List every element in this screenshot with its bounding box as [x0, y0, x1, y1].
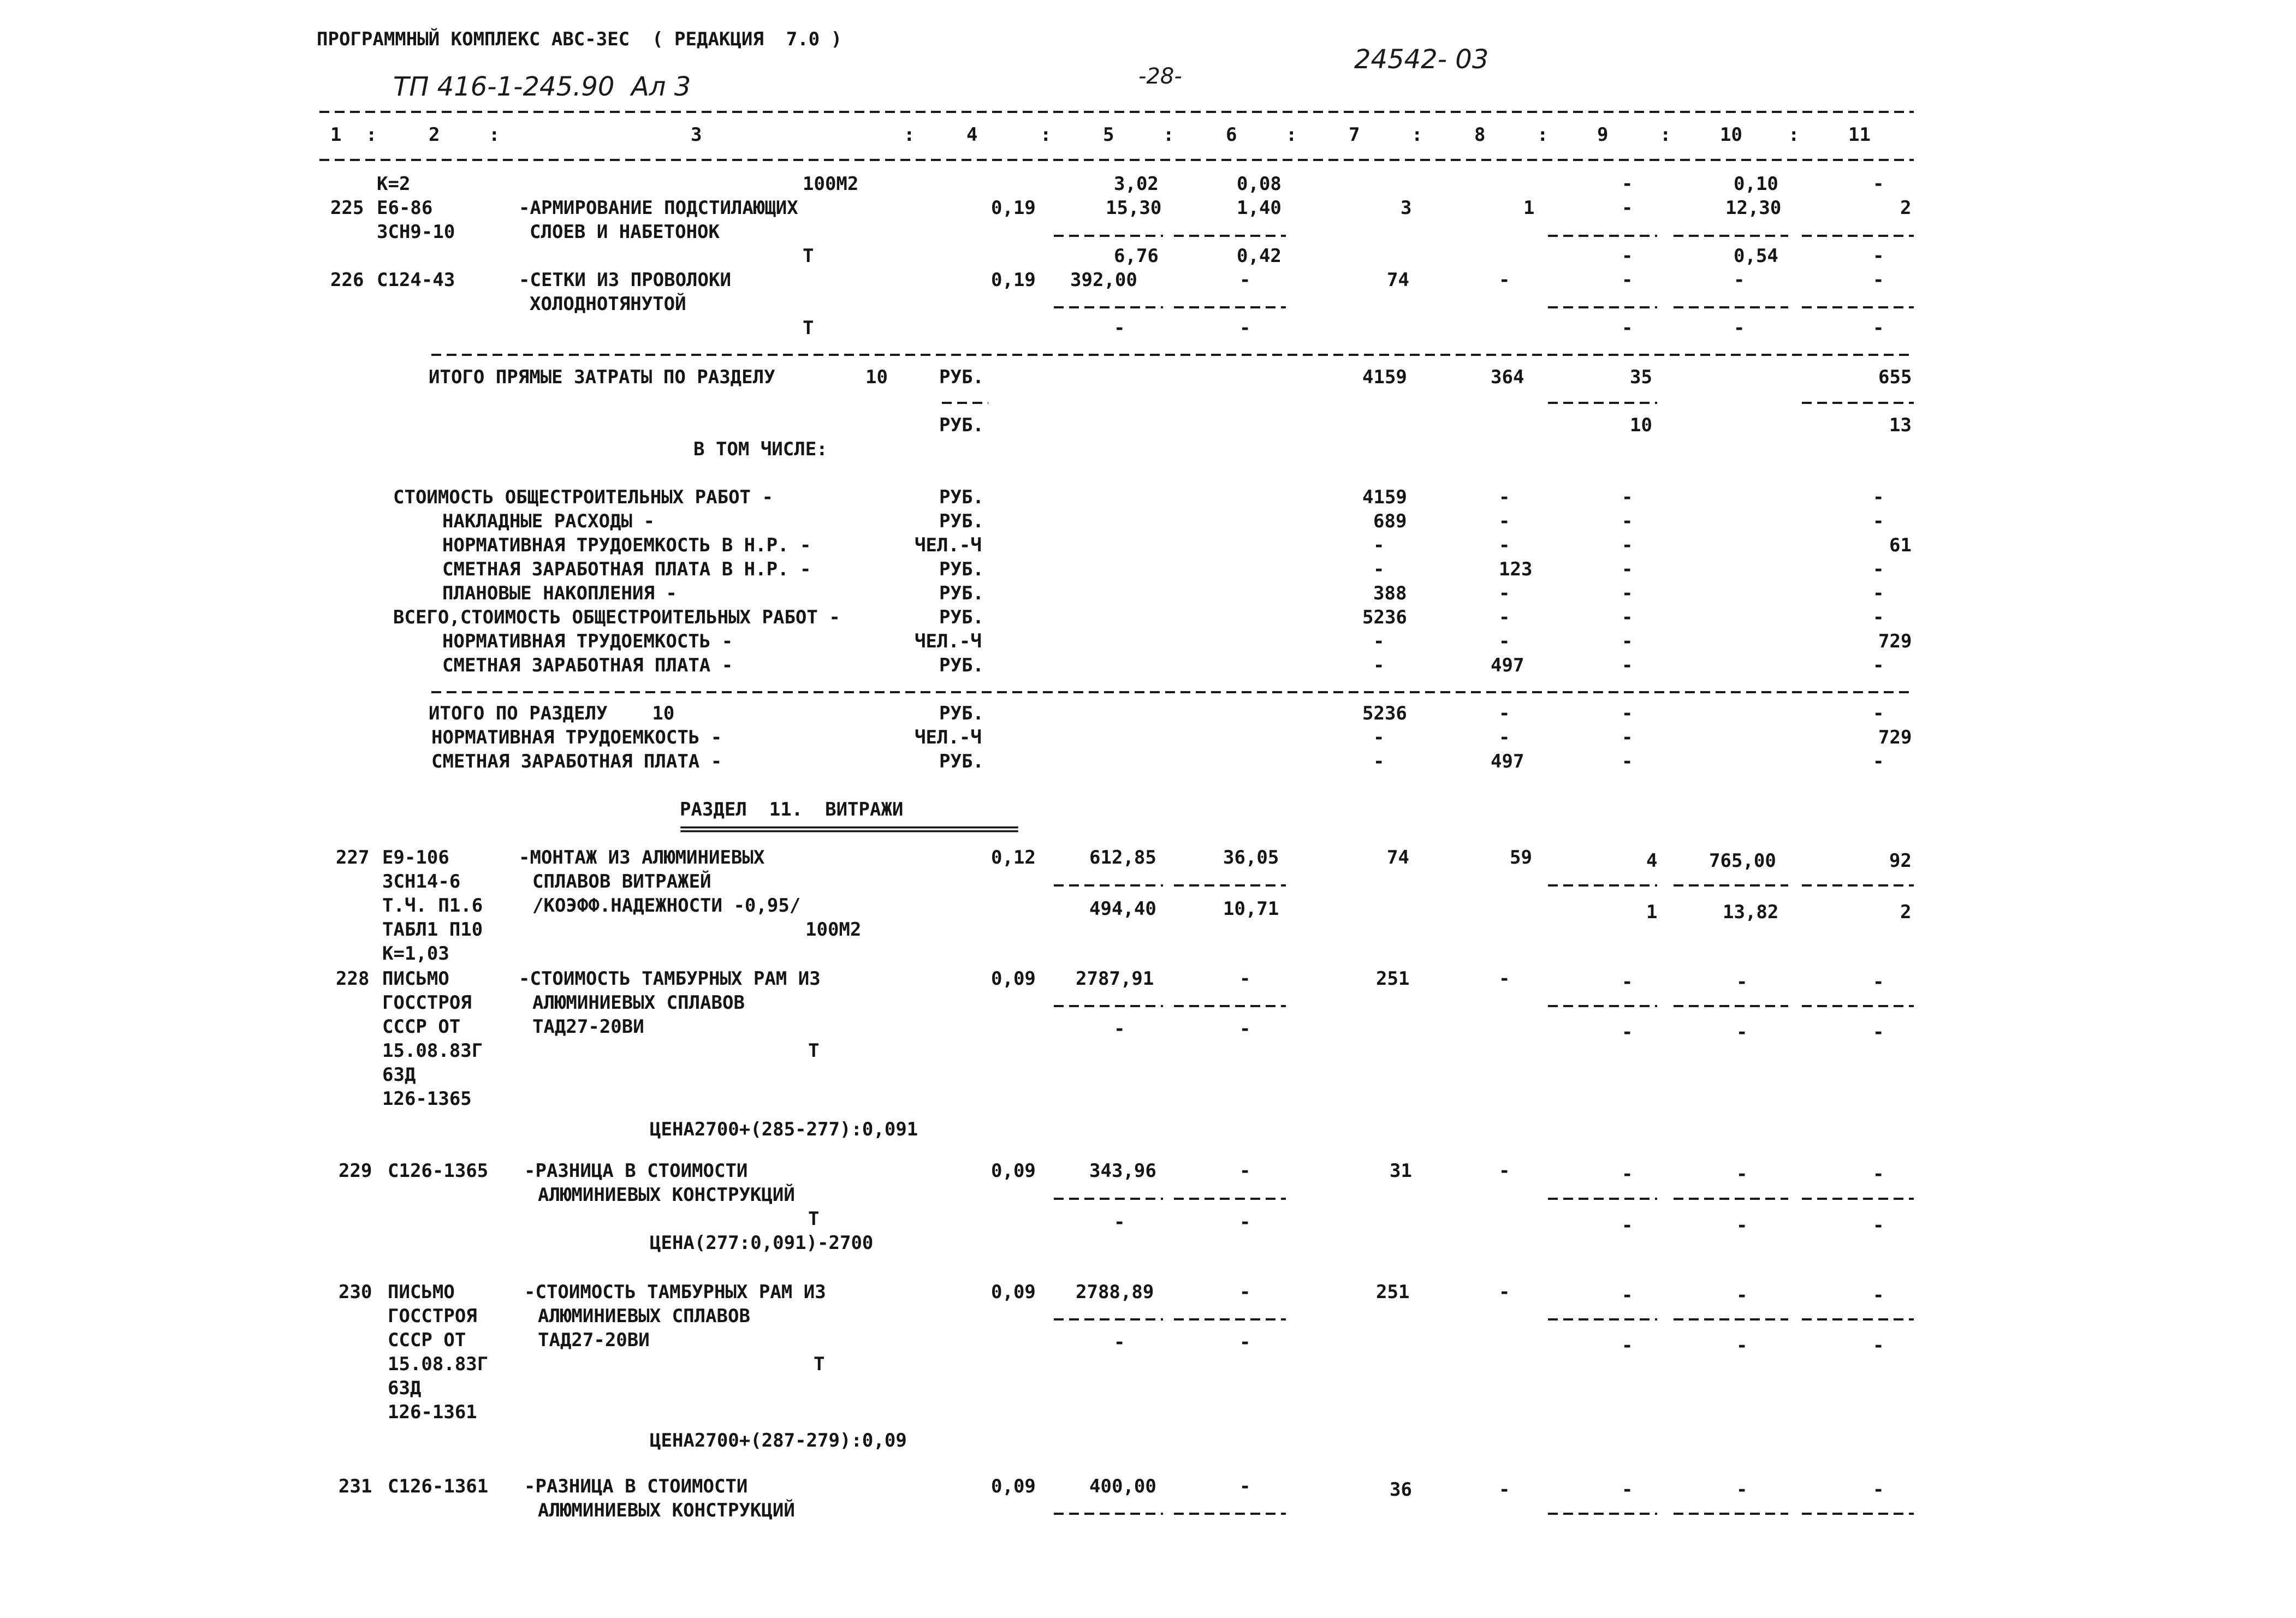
- breakdown-label: ВСЕГО,СТОИМОСТЬ ОБЩЕСТРОИТЕЛЬНЫХ РАБОТ -: [393, 606, 840, 628]
- cell-c9: 35: [1630, 366, 1652, 388]
- row-number: 228: [336, 968, 370, 990]
- cell-c8: -: [1499, 269, 1510, 291]
- unit: ЧЕЛ.-Ч: [915, 630, 982, 652]
- cell-c4: 0,09: [991, 1160, 1036, 1182]
- rate-code: С126-1365: [388, 1160, 489, 1182]
- cell-c7: 36: [1390, 1479, 1412, 1501]
- cell-c10: -: [1736, 1215, 1748, 1236]
- cell-c11: -: [1873, 606, 1884, 628]
- unit: 100М2: [803, 173, 859, 195]
- cell-c7: 5236: [1362, 606, 1407, 628]
- cell-c6: 0,42: [1237, 245, 1282, 267]
- cell-c5: 2787,91: [1076, 968, 1154, 990]
- work-description: АЛЮМИНИЕВЫХ СПЛАВОВ: [532, 992, 745, 1014]
- cell-c11: -: [1873, 1284, 1884, 1306]
- rate-code: ЗСН9-10: [377, 221, 455, 243]
- work-description: ХОЛОДНОТЯНУТОЙ: [530, 293, 686, 315]
- row-number: 230: [339, 1281, 372, 1303]
- cell-c7: 251: [1376, 968, 1410, 990]
- column-number: 6: [1226, 124, 1237, 146]
- cell-c5: 400,00: [1089, 1476, 1156, 1497]
- cell-c4: 0,19: [991, 197, 1036, 219]
- total-label: НОРМАТИВНАЯ ТРУДОЕМКОСТЬ -: [431, 727, 722, 748]
- work-description: ТАД27-20ВИ: [532, 1016, 644, 1038]
- column-number: 9: [1597, 124, 1609, 146]
- cell-c10: -: [1734, 269, 1745, 291]
- cell-c7: 74: [1387, 269, 1409, 291]
- cell-c11: -: [1873, 1215, 1884, 1236]
- column-number: 11: [1848, 124, 1871, 146]
- subtotal-marker: Т: [808, 1040, 820, 1062]
- work-description: /КОЭФФ.НАДЕЖНОСТИ -0,95/: [532, 895, 801, 917]
- work-description: АЛЮМИНИЕВЫХ СПЛАВОВ: [538, 1305, 750, 1327]
- price-formula: ЦЕНА(277:0,091)-2700: [650, 1232, 874, 1254]
- cell-c9: 1: [1646, 901, 1658, 923]
- work-description: СЛОЕВ И НАБЕТОНОК: [530, 221, 720, 243]
- cell-c6: -: [1239, 317, 1251, 339]
- cell-c10: -: [1736, 1335, 1748, 1357]
- rate-code: ТАБЛ1 П10: [382, 919, 483, 941]
- cell-c6: -: [1239, 1476, 1251, 1497]
- cell-c11: 729: [1878, 630, 1912, 652]
- cell-c9: -: [1622, 582, 1633, 604]
- rate-code: К=2: [377, 173, 411, 195]
- unit: 100М2: [805, 919, 862, 941]
- work-description: -СТОИМОСТЬ ТАМБУРНЫХ РАМ ИЗ: [524, 1281, 826, 1303]
- work-description: -РАЗНИЦА В СТОИМОСТИ: [524, 1476, 748, 1497]
- column-separator: :: [1660, 124, 1671, 146]
- cell-c9: -: [1622, 655, 1633, 676]
- cell-c11: -: [1873, 269, 1884, 291]
- cell-c9: -: [1622, 197, 1633, 219]
- unit: РУБ.: [939, 558, 984, 580]
- work-description: -МОНТАЖ ИЗ АЛЮМИНИЕВЫХ: [519, 847, 765, 869]
- work-description: АЛЮМИНИЕВЫХ КОНСТРУКЦИЙ: [538, 1184, 795, 1206]
- cell-c9: 10: [1630, 414, 1652, 436]
- cell-c7: 5236: [1362, 703, 1407, 724]
- unit: РУБ.: [939, 366, 984, 388]
- cell-c5: -: [1114, 1331, 1125, 1353]
- cell-c8: 1: [1523, 197, 1535, 219]
- work-description: -РАЗНИЦА В СТОИМОСТИ: [524, 1160, 748, 1182]
- cell-c9: -: [1622, 534, 1633, 556]
- column-separator: :: [1411, 124, 1423, 146]
- cell-c11: -: [1873, 971, 1884, 993]
- rate-code: 15.08.83Г: [382, 1040, 483, 1062]
- cell-c11: -: [1873, 1335, 1884, 1357]
- cell-c9: -: [1622, 173, 1633, 195]
- cell-c11: -: [1873, 582, 1884, 604]
- cell-c5: -: [1114, 1018, 1125, 1040]
- column-separator: :: [366, 124, 377, 146]
- cell-c11: 92: [1889, 850, 1912, 872]
- unit: РУБ.: [939, 414, 984, 436]
- breakdown-label: ПЛАНОВЫЕ НАКОПЛЕНИЯ -: [442, 582, 677, 604]
- work-description: АЛЮМИНИЕВЫХ КОНСТРУКЦИЙ: [538, 1500, 795, 1521]
- cell-c9: -: [1622, 751, 1633, 772]
- cell-c11: -: [1873, 751, 1884, 772]
- rate-code: ГОССТРОЯ: [388, 1305, 477, 1327]
- work-description: -СТОИМОСТЬ ТАМБУРНЫХ РАМ ИЗ: [519, 968, 821, 990]
- cell-c11: -: [1873, 1163, 1884, 1185]
- cell-c5: 15,30: [1106, 197, 1162, 219]
- cell-c9: -: [1622, 606, 1633, 628]
- cell-c6: 36,05: [1223, 847, 1279, 869]
- work-description: СПЛАВОВ ВИТРАЖЕЙ: [532, 871, 711, 893]
- cell-c11: -: [1873, 703, 1884, 724]
- rate-code: ПИСЬМО: [388, 1281, 455, 1303]
- cell-c9: -: [1622, 245, 1633, 267]
- unit: РУБ.: [939, 510, 984, 532]
- document-code: ТП 416-1-245.90 Ал 3: [393, 72, 691, 102]
- cell-c11: 13: [1889, 414, 1912, 436]
- cell-c10: -: [1736, 1163, 1748, 1185]
- cell-c6: -: [1239, 1331, 1251, 1353]
- column-number: 8: [1474, 124, 1486, 146]
- cell-c9: -: [1622, 727, 1633, 748]
- column-number: 2: [429, 124, 440, 146]
- cell-c8: -: [1499, 1479, 1510, 1501]
- cell-c11: 2: [1900, 197, 1912, 219]
- cell-c8: -: [1499, 1281, 1510, 1303]
- column-number: 7: [1349, 124, 1360, 146]
- cell-c9: -: [1622, 486, 1633, 508]
- rate-code: 15.08.83Г: [388, 1353, 489, 1375]
- cell-c9: -: [1622, 971, 1633, 993]
- cell-c10: 12,30: [1725, 197, 1782, 219]
- cell-c9: -: [1622, 558, 1633, 580]
- program-title: ПРОГРАММНЫЙ КОМПЛЕКС АВС-ЗЕС ( РЕДАКЦИЯ 7.0 ): [317, 28, 843, 50]
- rate-code: ЗСН14-6: [382, 871, 461, 893]
- subtotal-marker: Т: [803, 317, 814, 339]
- cell-c4: 0,09: [991, 1476, 1036, 1497]
- column-number: 10: [1720, 124, 1742, 146]
- cell-c8: 59: [1510, 847, 1532, 869]
- cell-c10: -: [1736, 1479, 1748, 1501]
- rate-code: СССР ОТ: [382, 1016, 461, 1038]
- cell-c8: 497: [1491, 655, 1524, 676]
- cell-c5: 392,00: [1070, 269, 1137, 291]
- cell-c11: -: [1873, 558, 1884, 580]
- column-separator: :: [489, 124, 500, 146]
- section-number: 10: [865, 366, 888, 388]
- rate-code: 126-1365: [382, 1088, 472, 1110]
- cell-c7: -: [1373, 727, 1385, 748]
- subtotal-marker: Т: [803, 245, 814, 267]
- column-separator: :: [1537, 124, 1549, 146]
- cell-c8: -: [1499, 1160, 1510, 1182]
- rate-code: С124-43: [377, 269, 455, 291]
- work-description: -АРМИРОВАНИЕ ПОДСТИЛАЮЩИХ: [519, 197, 798, 219]
- cell-c7: -: [1373, 655, 1385, 676]
- cell-c6: -: [1239, 1160, 1251, 1182]
- column-number: 3: [691, 124, 702, 146]
- cell-c10: -: [1734, 317, 1745, 339]
- cell-c6: -: [1239, 1211, 1251, 1233]
- breakdown-label: НОРМАТИВНАЯ ТРУДОЕМКОСТЬ В Н.Р. -: [442, 534, 811, 556]
- cell-c4: 0,19: [991, 269, 1036, 291]
- cell-c7: 31: [1390, 1160, 1412, 1182]
- unit: РУБ.: [939, 582, 984, 604]
- cell-c6: 0,08: [1237, 173, 1282, 195]
- work-description: -СЕТКИ ИЗ ПРОВОЛОКИ: [519, 269, 731, 291]
- cell-c11: -: [1873, 655, 1884, 676]
- cell-c8: -: [1499, 727, 1510, 748]
- unit: РУБ.: [939, 655, 984, 676]
- cell-c11: 61: [1889, 534, 1912, 556]
- cell-c8: -: [1499, 606, 1510, 628]
- unit: РУБ.: [939, 486, 984, 508]
- cell-c6: -: [1239, 269, 1251, 291]
- cell-c9: -: [1622, 510, 1633, 532]
- cell-c6: 10,71: [1223, 898, 1279, 920]
- column-separator: :: [1286, 124, 1297, 146]
- cell-c5: 3,02: [1114, 173, 1159, 195]
- total-label: ИТОГО ПО РАЗДЕЛУ 10: [429, 703, 675, 724]
- row-number: 226: [330, 269, 364, 291]
- cell-c7: 74: [1387, 847, 1409, 869]
- cell-c7: -: [1373, 630, 1385, 652]
- cell-c10: -: [1736, 1284, 1748, 1306]
- column-number: 1: [330, 124, 342, 146]
- row-number: 231: [339, 1476, 372, 1497]
- work-description: ТАД27-20ВИ: [538, 1329, 650, 1351]
- subtotal-marker: Т: [808, 1208, 820, 1230]
- cell-c9: -: [1622, 1284, 1633, 1306]
- cell-c9: -: [1622, 1335, 1633, 1357]
- unit: РУБ.: [939, 703, 984, 724]
- cell-c9: -: [1622, 630, 1633, 652]
- unit: ЧЕЛ.-Ч: [915, 727, 982, 748]
- cell-c11: -: [1873, 317, 1884, 339]
- cell-c5: 6,76: [1114, 245, 1159, 267]
- cell-c9: -: [1622, 317, 1633, 339]
- section-title-underline: =================================================: [680, 820, 1016, 839]
- price-formula: ЦЕНА2700+(285-277):0,091: [650, 1119, 918, 1140]
- cell-c5: 2788,89: [1076, 1281, 1154, 1303]
- column-number: 5: [1103, 124, 1114, 146]
- rate-code: 63Д: [382, 1064, 416, 1086]
- cell-c7: 689: [1373, 510, 1407, 532]
- cell-c11: -: [1873, 486, 1884, 508]
- unit: РУБ.: [939, 751, 984, 772]
- cell-c6: 1,40: [1237, 197, 1282, 219]
- cell-c10: -: [1736, 1021, 1748, 1043]
- document-number: 24542- 03: [1354, 44, 1489, 75]
- cell-c7: 4159: [1362, 486, 1407, 508]
- cell-c5: -: [1114, 1211, 1125, 1233]
- breakdown-label: СМЕТНАЯ ЗАРАБОТНАЯ ПЛАТА В Н.Р. -: [442, 558, 811, 580]
- column-separator: :: [1163, 124, 1174, 146]
- cell-c11: -: [1873, 173, 1884, 195]
- cell-c11: -: [1873, 510, 1884, 532]
- cell-c5: 494,40: [1089, 898, 1156, 920]
- cell-c7: -: [1373, 751, 1385, 772]
- subtotal-marker: Т: [814, 1353, 825, 1375]
- row-number: 225: [330, 197, 364, 219]
- cell-c10: 0,10: [1734, 173, 1778, 195]
- cell-c8: -: [1499, 630, 1510, 652]
- rate-code: ПИСЬМО: [382, 968, 449, 990]
- cell-c5: -: [1114, 317, 1125, 339]
- row-number: 229: [339, 1160, 372, 1182]
- rate-code: 126-1361: [388, 1401, 477, 1423]
- cell-c9: -: [1622, 269, 1633, 291]
- rate-code: 63Д: [388, 1377, 422, 1399]
- cell-c11: -: [1873, 245, 1884, 267]
- cell-c7: 388: [1373, 582, 1407, 604]
- price-formula: ЦЕНА2700+(287-279):0,09: [650, 1430, 907, 1452]
- cell-c8: -: [1499, 582, 1510, 604]
- total-label: СМЕТНАЯ ЗАРАБОТНАЯ ПЛАТА -: [431, 751, 722, 772]
- cell-c8: -: [1499, 703, 1510, 724]
- column-separator: :: [1788, 124, 1800, 146]
- breakdown-label: СМЕТНАЯ ЗАРАБОТНАЯ ПЛАТА -: [442, 655, 733, 676]
- cell-c5: 343,96: [1089, 1160, 1156, 1182]
- rate-code: ГОССТРОЯ: [382, 992, 472, 1014]
- cell-c9: -: [1622, 1215, 1633, 1236]
- cell-c9: 4: [1646, 850, 1658, 872]
- breakdown-label: НАКЛАДНЫЕ РАСХОДЫ -: [442, 510, 655, 532]
- column-separator: :: [904, 124, 915, 146]
- cell-c5: 612,85: [1089, 847, 1156, 869]
- cell-c4: 0,09: [991, 1281, 1036, 1303]
- cell-c7: -: [1373, 558, 1385, 580]
- cell-c8: 123: [1499, 558, 1533, 580]
- unit: ЧЕЛ.-Ч: [915, 534, 982, 556]
- cell-c4: 0,12: [991, 847, 1036, 869]
- cell-c9: -: [1622, 1163, 1633, 1185]
- cell-c6: -: [1239, 1281, 1251, 1303]
- unit: РУБ.: [939, 606, 984, 628]
- cell-c7: 4159: [1362, 366, 1407, 388]
- rate-code: К=1,03: [382, 943, 449, 965]
- rate-code: С126-1361: [388, 1476, 489, 1497]
- column-number: 4: [966, 124, 978, 146]
- cell-c10: 13,82: [1723, 901, 1779, 923]
- rate-code: СССР ОТ: [388, 1329, 466, 1351]
- cell-c11: 655: [1878, 366, 1912, 388]
- cell-c8: -: [1499, 534, 1510, 556]
- cell-c8: -: [1499, 510, 1510, 532]
- rate-code: Е6-86: [377, 197, 433, 219]
- cell-c10: 0,54: [1734, 245, 1778, 267]
- rate-code: Т.Ч. П1.6: [382, 895, 483, 917]
- cell-c7: 251: [1376, 1281, 1410, 1303]
- cell-c6: -: [1239, 1018, 1251, 1040]
- column-separator: :: [1040, 124, 1052, 146]
- section-title: РАЗДЕЛ 11. ВИТРАЖИ: [680, 799, 904, 820]
- rate-code: Е9-106: [382, 847, 449, 869]
- breakdown-label: НОРМАТИВНАЯ ТРУДОЕМКОСТЬ -: [442, 630, 733, 652]
- row-number: 227: [336, 847, 370, 869]
- cell-c11: -: [1873, 1021, 1884, 1043]
- cell-c11: 729: [1878, 727, 1912, 748]
- cell-c8: 364: [1491, 366, 1524, 388]
- cell-c7: -: [1373, 534, 1385, 556]
- cell-c10: 765,00: [1709, 850, 1776, 872]
- cell-c4: 0,09: [991, 968, 1036, 990]
- breakdown-label: СТОИМОСТЬ ОБЩЕСТРОИТЕЛЬНЫХ РАБОТ -: [393, 486, 773, 508]
- cell-c6: -: [1239, 968, 1251, 990]
- cell-c11: 2: [1900, 901, 1912, 923]
- page-number: -28-: [1138, 64, 1182, 89]
- cell-c9: -: [1622, 1021, 1633, 1043]
- cell-c8: 497: [1491, 751, 1524, 772]
- cell-c9: -: [1622, 1479, 1633, 1501]
- cell-c9: -: [1622, 703, 1633, 724]
- cell-c8: -: [1499, 486, 1510, 508]
- cell-c10: -: [1736, 971, 1748, 993]
- cell-c8: -: [1499, 968, 1510, 990]
- total-label: ИТОГО ПРЯМЫЕ ЗАТРАТЫ ПО РАЗДЕЛУ: [429, 366, 775, 388]
- cell-c11: -: [1873, 1479, 1884, 1501]
- cell-c7: 3: [1401, 197, 1412, 219]
- including-heading: В ТОМ ЧИСЛЕ:: [693, 438, 828, 460]
